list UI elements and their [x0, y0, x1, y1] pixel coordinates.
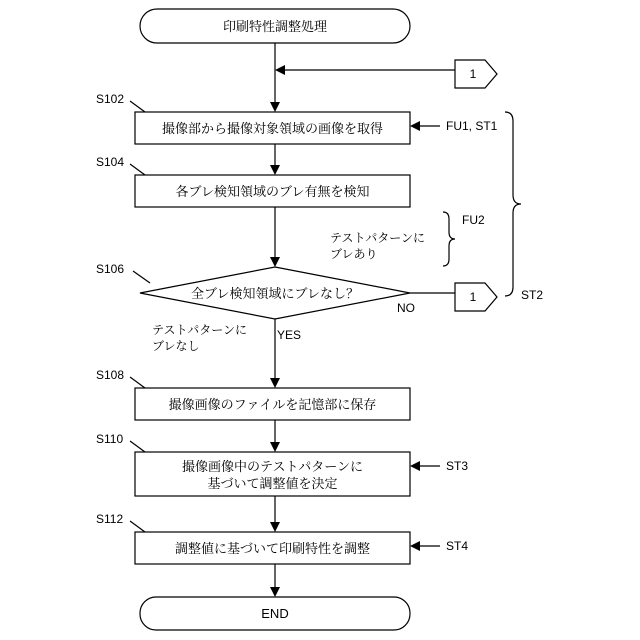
s108-box	[135, 388, 410, 420]
step-id-s112: S112	[96, 512, 124, 526]
arrowhead	[270, 587, 280, 597]
s102-label: 撮像部から撮像対象領域の画像を取得	[161, 121, 383, 136]
fu1-st1-annotation: FU1, ST1	[446, 119, 498, 133]
s104-label: 各ブレ検知領域のブレ有無を検知	[175, 184, 370, 199]
arrowhead	[270, 522, 280, 532]
s110-box	[135, 452, 410, 496]
arrowhead	[270, 442, 280, 452]
end-terminator-shape	[140, 597, 410, 630]
step-id-s104: S104	[96, 155, 125, 169]
test-pattern-blur-yes-annotation: テストパターンに ブレあり	[330, 231, 426, 261]
decision-yes-label: YES	[277, 328, 302, 342]
st2-annotation: ST2	[521, 288, 544, 302]
s106-decision-shape	[140, 267, 410, 319]
s112-box	[135, 532, 410, 564]
s106-label: 全ブレ検知領域にブレなし？	[191, 286, 359, 301]
s108-label: 撮像画像のファイルを記憶部に保存	[168, 397, 377, 412]
step-id-s108: S108	[96, 368, 125, 382]
start-terminator-label: 印刷特性調整処理	[222, 19, 327, 34]
s106-leader	[133, 271, 150, 283]
fu2-brace	[443, 212, 455, 266]
s110-leader	[130, 441, 145, 452]
s108-leader	[130, 377, 145, 388]
connector-1-top-shape	[455, 60, 497, 88]
decision-no-label: NO	[397, 301, 415, 315]
s104-leader	[130, 164, 145, 175]
connector-1-right-label: 1	[469, 290, 477, 304]
fu2-annotation: FU2	[462, 213, 485, 227]
step-id-s110: S110	[96, 432, 124, 446]
arrowhead	[275, 65, 285, 75]
st2-brace	[505, 112, 521, 296]
st3-annotation: ST3	[446, 459, 469, 473]
s102-leader	[130, 101, 145, 112]
arrowhead	[270, 257, 280, 267]
connector-1-right-shape	[455, 283, 497, 311]
arrowhead	[270, 165, 280, 175]
step-id-s102: S102	[96, 92, 125, 106]
start-terminator-shape	[140, 9, 410, 43]
s112-label: 調整値に基づいて印刷特性を調整	[174, 541, 370, 556]
step-id-s106: S106	[96, 262, 125, 276]
s102-box	[135, 112, 410, 144]
s110-label: 撮像画像中のテストパターンに 基づいて調整値を決定	[182, 459, 363, 491]
st4-annotation: ST4	[446, 539, 469, 553]
arrowhead	[270, 102, 280, 112]
s112-leader	[130, 521, 145, 532]
end-terminator-label: END	[261, 606, 289, 621]
arrowhead	[270, 378, 280, 388]
s104-box	[135, 175, 410, 207]
connector-1-top-label: 1	[469, 67, 477, 81]
test-pattern-blur-no-annotation: テストパターンに ブレなし	[152, 323, 248, 353]
